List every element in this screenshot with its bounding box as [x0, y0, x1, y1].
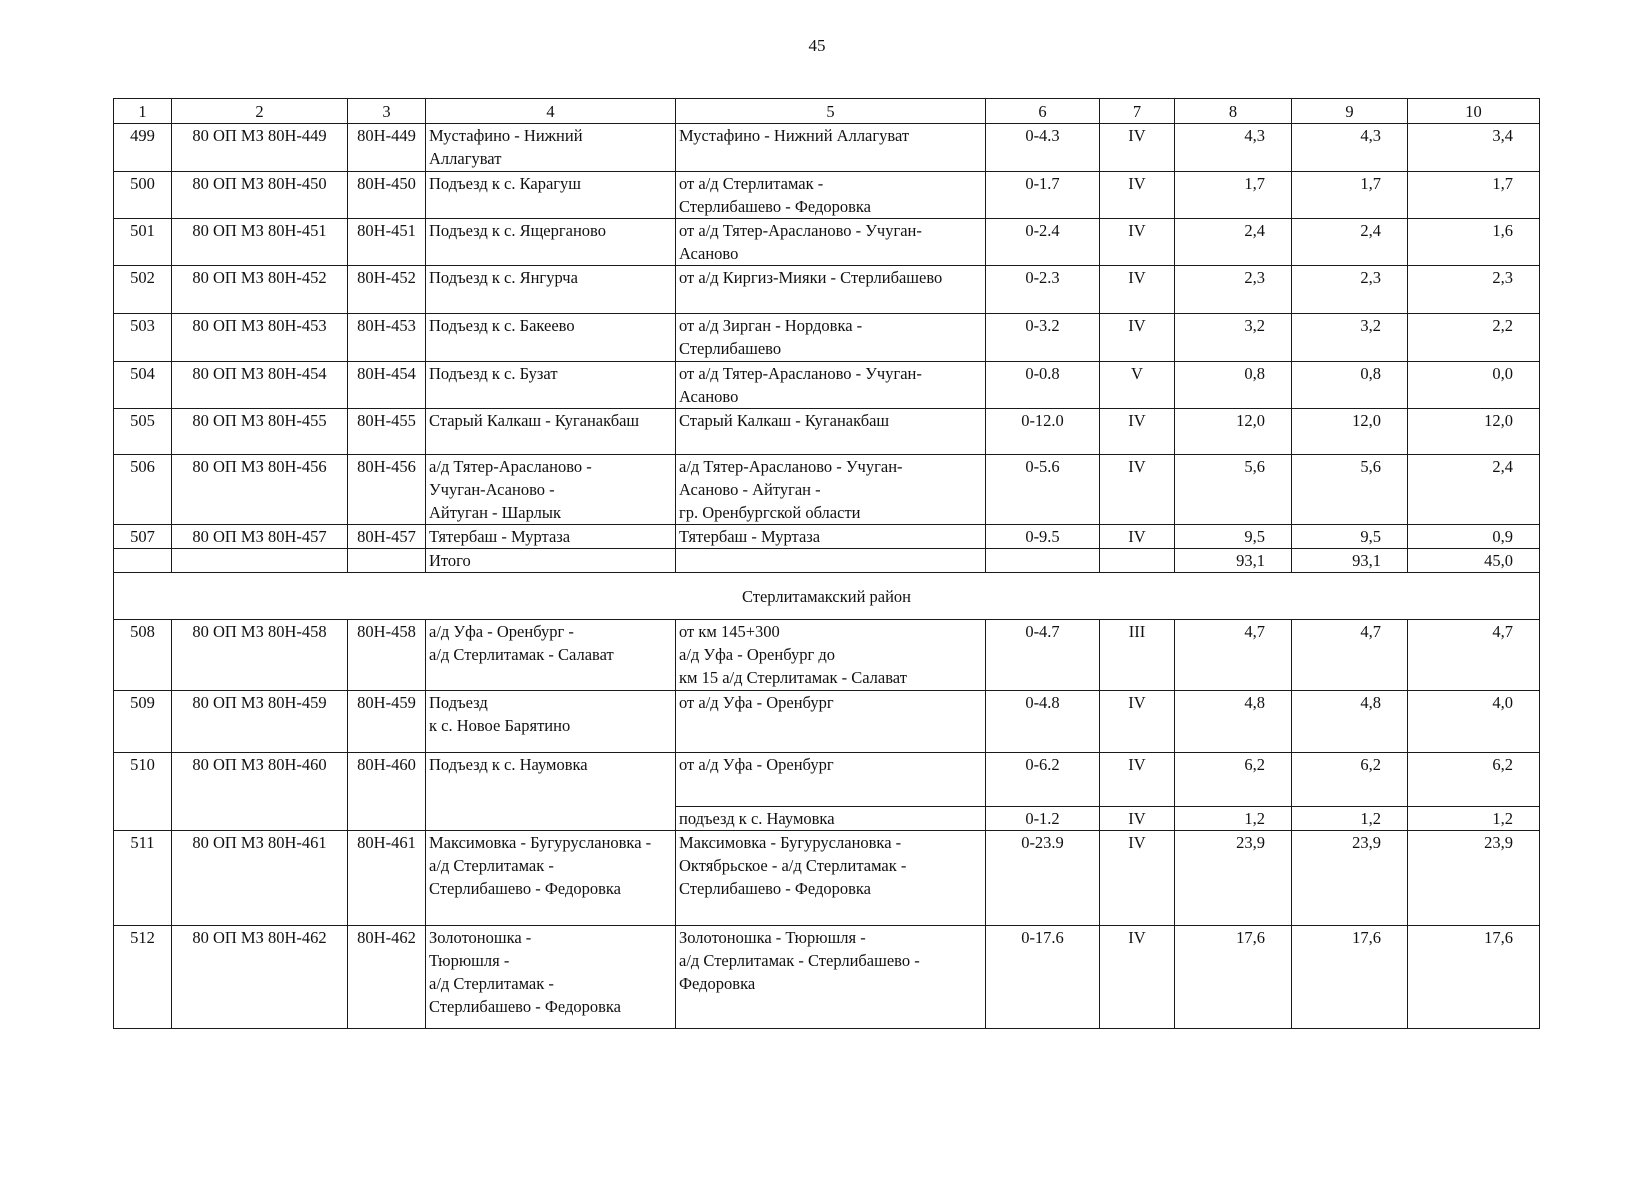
km-range: 0-2.3 — [986, 266, 1100, 314]
road-name-line: Максимовка - Бугуруслановка - — [429, 833, 652, 852]
km-range: 0-12.0 — [986, 409, 1100, 455]
length-paved: 1,2 — [1408, 807, 1540, 831]
empty-cell — [114, 549, 172, 573]
road-name — [426, 172, 676, 219]
road-route — [676, 620, 986, 691]
road-route-line: Асаново - Айтуган - — [679, 480, 821, 499]
table-row — [114, 266, 1540, 314]
length-paved: 0,0 — [1408, 362, 1540, 409]
road-route — [676, 314, 986, 362]
road-code: 80 ОП МЗ 80Н-461 — [172, 831, 348, 926]
road-name-line: а/д Тятер-Арасланово - — [429, 457, 592, 476]
road-route — [676, 172, 986, 219]
road-category: IV — [1100, 753, 1175, 807]
road-route — [676, 455, 986, 525]
road-route-line: км 15 а/д Стерлитамак - Салават — [679, 668, 907, 687]
road-code: 80 ОП МЗ 80Н-459 — [172, 691, 348, 753]
column-header: 10 — [1408, 99, 1540, 124]
km-range: 0-2.4 — [986, 219, 1100, 266]
road-route-line: Асаново — [679, 244, 739, 263]
page-number: 45 — [808, 36, 826, 55]
length-total: 2,4 — [1175, 219, 1292, 266]
road-route — [676, 124, 986, 172]
table-row — [114, 219, 1540, 266]
row-number: 501 — [114, 219, 172, 266]
road-category: IV — [1100, 409, 1175, 455]
road-name-line: Подъезд к с. Янгурча — [429, 268, 578, 287]
length-total: 4,7 — [1175, 620, 1292, 691]
roads-table — [113, 98, 1540, 1029]
road-category: IV — [1100, 807, 1175, 831]
road-name — [426, 926, 676, 1029]
district-section-row — [114, 573, 1540, 620]
road-category: III — [1100, 620, 1175, 691]
length-paved: 23,9 — [1408, 831, 1540, 926]
length-balance: 0,8 — [1292, 362, 1408, 409]
table-row — [114, 753, 1540, 807]
length-balance: 4,8 — [1292, 691, 1408, 753]
road-name-line: к с. Новое Барятино — [429, 716, 571, 735]
road-name — [426, 124, 676, 172]
road-name-line: Подъезд к с. Бакеево — [429, 316, 575, 335]
length-total: 1,2 — [1175, 807, 1292, 831]
road-index: 80Н-450 — [348, 172, 426, 219]
row-number: 503 — [114, 314, 172, 362]
road-category: IV — [1100, 124, 1175, 172]
row-number: 502 — [114, 266, 172, 314]
road-route — [676, 525, 986, 549]
road-code: 80 ОП МЗ 80Н-460 — [172, 753, 348, 831]
length-paved: 1,7 — [1408, 172, 1540, 219]
road-index: 80Н-455 — [348, 409, 426, 455]
empty-cell — [348, 549, 426, 573]
road-code: 80 ОП МЗ 80Н-451 — [172, 219, 348, 266]
road-name — [426, 831, 676, 926]
road-name-line: а/д Уфа - Оренбург - — [429, 622, 574, 641]
road-category: IV — [1100, 172, 1175, 219]
road-name-line: а/д Стерлитамак - — [429, 974, 554, 993]
row-number: 507 — [114, 525, 172, 549]
table-row — [114, 926, 1540, 1029]
road-index: 80Н-452 — [348, 266, 426, 314]
road-name-line: а/д Стерлитамак - — [429, 856, 554, 875]
column-number-row — [114, 99, 1540, 124]
km-range: 0-4.8 — [986, 691, 1100, 753]
column-header: 5 — [676, 99, 986, 124]
road-name — [426, 219, 676, 266]
length-paved: 17,6 — [1408, 926, 1540, 1029]
road-route-line: Золотоношка - Тюрюшля - — [679, 928, 866, 947]
road-name — [426, 753, 676, 831]
road-route — [676, 831, 986, 926]
road-index: 80Н-453 — [348, 314, 426, 362]
total-balance: 93,1 — [1292, 549, 1408, 573]
row-number: 505 — [114, 409, 172, 455]
road-code: 80 ОП МЗ 80Н-454 — [172, 362, 348, 409]
km-range: 0-17.6 — [986, 926, 1100, 1029]
column-header: 8 — [1175, 99, 1292, 124]
km-range: 0-4.3 — [986, 124, 1100, 172]
row-number: 506 — [114, 455, 172, 525]
table-row — [114, 172, 1540, 219]
road-name — [426, 362, 676, 409]
length-balance: 6,2 — [1292, 753, 1408, 807]
road-route-line: Стерлибашево - Федоровка — [679, 197, 872, 216]
length-total: 4,3 — [1175, 124, 1292, 172]
district-title: Стерлитамакский район — [114, 573, 1540, 620]
road-code: 80 ОП МЗ 80Н-462 — [172, 926, 348, 1029]
road-index: 80Н-458 — [348, 620, 426, 691]
road-name-line: Подъезд — [429, 693, 488, 712]
km-range: 0-6.2 — [986, 753, 1100, 807]
row-number: 509 — [114, 691, 172, 753]
length-balance: 3,2 — [1292, 314, 1408, 362]
road-route-line: от а/д Киргиз-Мияки - Стерлибашево — [679, 268, 943, 287]
empty-cell — [676, 549, 986, 573]
road-category: IV — [1100, 926, 1175, 1029]
row-number: 500 — [114, 172, 172, 219]
road-route — [676, 409, 986, 455]
road-code: 80 ОП МЗ 80Н-452 — [172, 266, 348, 314]
road-index: 80Н-459 — [348, 691, 426, 753]
length-balance: 5,6 — [1292, 455, 1408, 525]
total-length: 93,1 — [1175, 549, 1292, 573]
road-route-line: а/д Уфа - Оренбург до — [679, 645, 835, 664]
length-total: 2,3 — [1175, 266, 1292, 314]
road-category: IV — [1100, 455, 1175, 525]
length-total: 23,9 — [1175, 831, 1292, 926]
road-route-line: Стерлибашево — [679, 339, 782, 358]
road-route-line: от а/д Тятер-Арасланово - Учуган- — [679, 221, 922, 240]
road-route-line: Тятербаш - Муртаза — [679, 527, 821, 546]
length-paved: 2,4 — [1408, 455, 1540, 525]
row-number: 511 — [114, 831, 172, 926]
road-category: IV — [1100, 831, 1175, 926]
road-route-line: от а/д Тятер-Арасланово - Учуган- — [679, 364, 922, 383]
road-route: от а/д Уфа - Оренбург — [676, 753, 986, 807]
road-name-line: Подъезд к с. Наумовка — [429, 755, 588, 774]
column-header: 3 — [348, 99, 426, 124]
road-route-line: Мустафино - Нижний Аллагуват — [679, 126, 910, 145]
length-balance: 12,0 — [1292, 409, 1408, 455]
road-route-line: от а/д Стерлитамак - — [679, 174, 824, 193]
length-balance: 1,7 — [1292, 172, 1408, 219]
road-code: 80 ОП МЗ 80Н-455 — [172, 409, 348, 455]
road-name-line: Учуган-Асаново - — [429, 480, 555, 499]
km-range: 0-0.8 — [986, 362, 1100, 409]
road-name-line: Тятербаш - Муртаза — [429, 527, 571, 546]
road-route — [676, 362, 986, 409]
row-number: 512 — [114, 926, 172, 1029]
length-balance: 23,9 — [1292, 831, 1408, 926]
road-code: 80 ОП МЗ 80Н-450 — [172, 172, 348, 219]
road-route: подъезд к с. Наумовка — [676, 807, 986, 831]
road-category: IV — [1100, 525, 1175, 549]
column-header: 7 — [1100, 99, 1175, 124]
length-paved: 3,4 — [1408, 124, 1540, 172]
total-label: Итого — [426, 549, 676, 573]
road-index: 80Н-462 — [348, 926, 426, 1029]
length-total: 1,7 — [1175, 172, 1292, 219]
row-number: 508 — [114, 620, 172, 691]
length-total: 6,2 — [1175, 753, 1292, 807]
empty-cell — [986, 549, 1100, 573]
road-code: 80 ОП МЗ 80Н-458 — [172, 620, 348, 691]
road-route-line: Максимовка - Бугуруслановка - — [679, 833, 902, 852]
km-range: 0-5.6 — [986, 455, 1100, 525]
road-name — [426, 266, 676, 314]
km-range: 0-4.7 — [986, 620, 1100, 691]
length-paved: 0,9 — [1408, 525, 1540, 549]
road-code: 80 ОП МЗ 80Н-457 — [172, 525, 348, 549]
table-row — [114, 455, 1540, 525]
length-total: 0,8 — [1175, 362, 1292, 409]
road-index: 80Н-460 — [348, 753, 426, 831]
road-category: V — [1100, 362, 1175, 409]
road-category: IV — [1100, 314, 1175, 362]
road-code: 80 ОП МЗ 80Н-453 — [172, 314, 348, 362]
row-number: 499 — [114, 124, 172, 172]
column-header: 6 — [986, 99, 1100, 124]
road-index: 80Н-456 — [348, 455, 426, 525]
road-name-line: Тюрюшля - — [429, 951, 510, 970]
empty-cell — [172, 549, 348, 573]
km-range: 0-1.7 — [986, 172, 1100, 219]
table-row — [114, 620, 1540, 691]
length-paved: 6,2 — [1408, 753, 1540, 807]
km-range: 0-1.2 — [986, 807, 1100, 831]
table-row — [114, 124, 1540, 172]
road-name-line: Золотоношка - — [429, 928, 532, 947]
total-paved: 45,0 — [1408, 549, 1540, 573]
length-balance: 2,4 — [1292, 219, 1408, 266]
length-total: 12,0 — [1175, 409, 1292, 455]
road-index: 80Н-454 — [348, 362, 426, 409]
length-paved: 2,3 — [1408, 266, 1540, 314]
km-range: 0-23.9 — [986, 831, 1100, 926]
road-name-line: Подъезд к с. Карагуш — [429, 174, 582, 193]
row-number: 510 — [114, 753, 172, 831]
road-code: 80 ОП МЗ 80Н-449 — [172, 124, 348, 172]
road-route-line: а/д Тятер-Арасланово - Учуган- — [679, 457, 903, 476]
road-category: IV — [1100, 219, 1175, 266]
road-name-line: Аллагуват — [429, 149, 502, 168]
road-route — [676, 219, 986, 266]
length-total: 17,6 — [1175, 926, 1292, 1029]
road-route-line: от а/д Зирган - Нордовка - — [679, 316, 863, 335]
column-header: 1 — [114, 99, 172, 124]
road-route-line: Старый Калкаш - Куганакбаш — [679, 411, 890, 430]
road-route — [676, 691, 986, 753]
road-route-line: гр. Оренбургской области — [679, 503, 861, 522]
road-route-line: а/д Стерлитамак - Стерлибашево - — [679, 951, 920, 970]
total-row — [114, 549, 1540, 573]
column-header: 4 — [426, 99, 676, 124]
road-name — [426, 525, 676, 549]
length-total: 5,6 — [1175, 455, 1292, 525]
road-route-line: Стерлибашево - Федоровка — [679, 879, 872, 898]
table-row — [114, 831, 1540, 926]
length-paved: 4,0 — [1408, 691, 1540, 753]
road-name-line: Старый Калкаш - Куганакбаш — [429, 411, 640, 430]
km-range: 0-3.2 — [986, 314, 1100, 362]
road-route — [676, 926, 986, 1029]
length-paved: 2,2 — [1408, 314, 1540, 362]
length-balance: 4,3 — [1292, 124, 1408, 172]
empty-cell — [1100, 549, 1175, 573]
road-route-line: Федоровка — [679, 974, 756, 993]
table-row — [114, 362, 1540, 409]
road-name-line: Айтуган - Шарлык — [429, 503, 561, 522]
road-name-line: Стерлибашево - Федоровка — [429, 997, 622, 1016]
road-name-line: Мустафино - Нижний — [429, 126, 583, 145]
road-name — [426, 314, 676, 362]
road-index: 80Н-451 — [348, 219, 426, 266]
road-index: 80Н-457 — [348, 525, 426, 549]
table-body — [114, 99, 1540, 1029]
table-row — [114, 314, 1540, 362]
road-category: IV — [1100, 691, 1175, 753]
road-name-line: Подъезд к с. Ящерганово — [429, 221, 606, 240]
table-row — [114, 525, 1540, 549]
road-name-line: а/д Стерлитамак - Салават — [429, 645, 614, 664]
road-name — [426, 620, 676, 691]
length-balance: 2,3 — [1292, 266, 1408, 314]
road-route-line: Октябрьское - а/д Стерлитамак - — [679, 856, 907, 875]
road-code: 80 ОП МЗ 80Н-456 — [172, 455, 348, 525]
length-paved: 4,7 — [1408, 620, 1540, 691]
table-row — [114, 691, 1540, 753]
road-index: 80Н-449 — [348, 124, 426, 172]
length-total: 4,8 — [1175, 691, 1292, 753]
column-header: 9 — [1292, 99, 1408, 124]
road-name-line: Стерлибашево - Федоровка — [429, 879, 622, 898]
road-category: IV — [1100, 266, 1175, 314]
row-number: 504 — [114, 362, 172, 409]
road-route — [676, 266, 986, 314]
length-paved: 12,0 — [1408, 409, 1540, 455]
length-balance: 1,2 — [1292, 807, 1408, 831]
road-name — [426, 691, 676, 753]
road-route-line: от а/д Уфа - Оренбург — [679, 693, 834, 712]
length-total: 9,5 — [1175, 525, 1292, 549]
column-header: 2 — [172, 99, 348, 124]
length-balance: 9,5 — [1292, 525, 1408, 549]
road-name — [426, 455, 676, 525]
road-index: 80Н-461 — [348, 831, 426, 926]
table-row — [114, 409, 1540, 455]
km-range: 0-9.5 — [986, 525, 1100, 549]
road-route-line: от км 145+300 — [679, 622, 780, 641]
length-balance: 4,7 — [1292, 620, 1408, 691]
road-name — [426, 409, 676, 455]
road-route-line: Асаново — [679, 387, 739, 406]
length-paved: 1,6 — [1408, 219, 1540, 266]
length-balance: 17,6 — [1292, 926, 1408, 1029]
road-name-line: Подъезд к с. Бузат — [429, 364, 558, 383]
length-total: 3,2 — [1175, 314, 1292, 362]
